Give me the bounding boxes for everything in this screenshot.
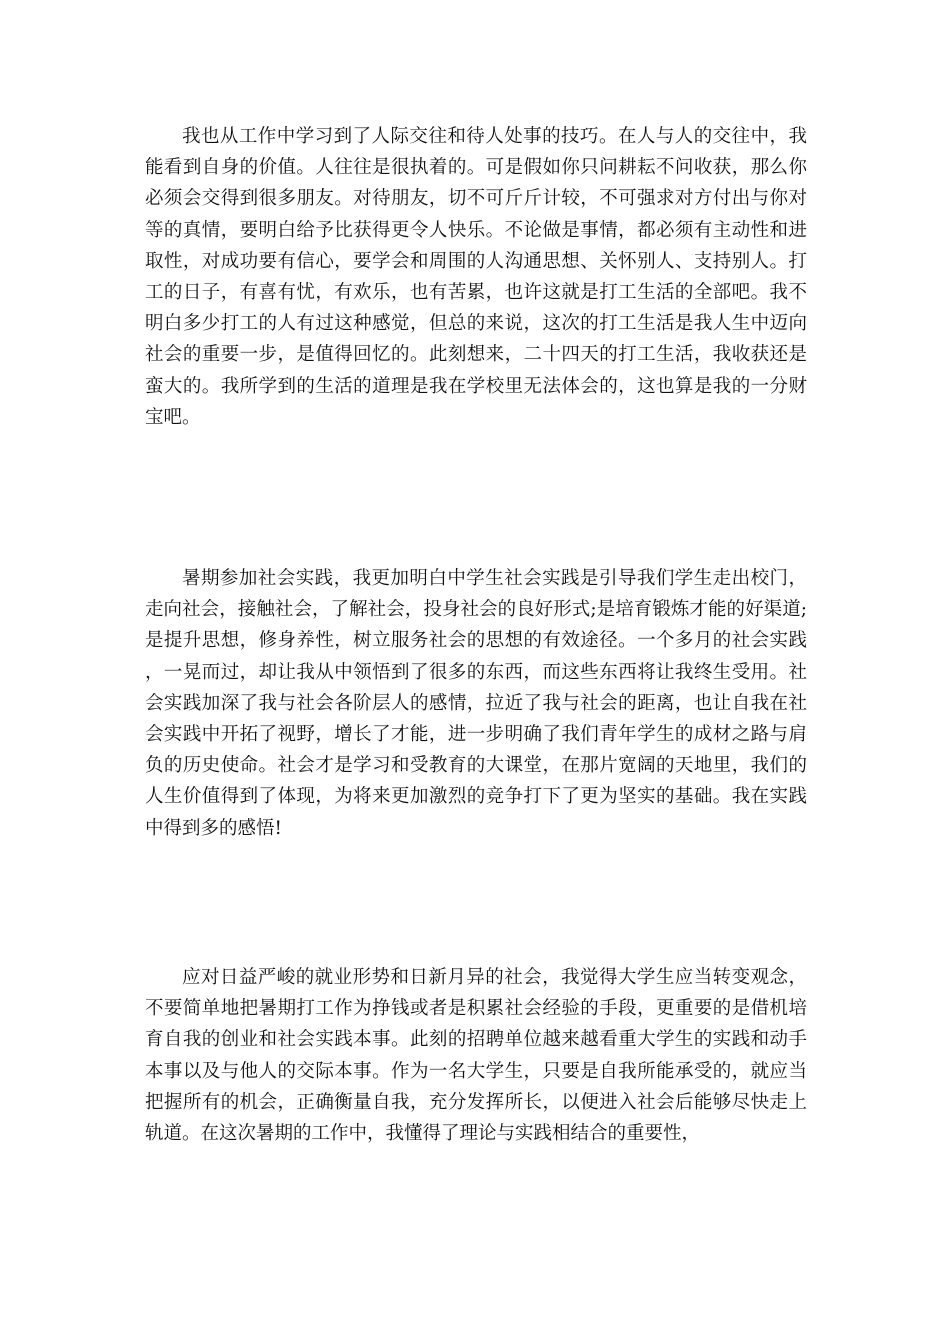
paragraph-employment-outlook: 应对日益严峻的就业形势和日新月异的社会，我觉得大学生应当转变观念，不要简单地把暑期打工作为挣钱或者是积累社会经验的手段，更重要的是借机培育自我的创业和社会实践本事。此刻的招聘单位越来越看重大学生的实践和动手本事以及与他人的交际本事。作为一名大学生，只要是自我所能承受的，就应当把握所有的机会，正确衡量自我，充分发挥所长，以便进入社会后能够尽快走上轨道。在这次暑期的工作中，我懂得了理论与实践相结合的重要性， (145, 967, 807, 1145)
paragraph-work-experience: 我也从工作中学习到了人际交往和待人处事的技巧。在人与人的交往中，我能看到自身的价值。人往往是很执着的。可是假如你只问耕耘不问收获，那么你必须会交得到很多朋友。对待朋友，切不可斤斤计较，不可强求对方付出与你对等的真情，要明白给予比获得更令人快乐。不论做是事情，都必须有主动性和进取性，对成功要有信心，要学会和周围的人沟通思想、关怀别人、支持别人。打工的日子，有喜有忧，有欢乐，也有苦累，也许这就是打工生活的全部吧。我不明白多少打工的人有过这种感觉，但总的来说，这次的打工生活是我人生中迈向社会的重要一步，是值得回忆的。此刻想来，二十四天的打工生活，我收获还是蛮大的。我所学到的生活的道理是我在学校里无法体会的，这也算是我的一分财宝吧。 (145, 126, 807, 428)
paragraph-social-practice: 暑期参加社会实践，我更加明白中学生社会实践是引导我们学生走出校门，走向社会，接触社会，了解社会，投身社会的良好形式;是培育锻炼才能的好渠道;是提升思想，修身养性，树立服务社会的思想的有效途径。一个多月的社会实践，一晃而过，却让我从中领悟到了很多的东西，而这些东西将让我终生受用。社会实践加深了我与社会各阶层人的感情，拉近了我与社会的距离，也让自我在社会实践中开拓了视野，增长了才能，进一步明确了我们青年学生的成材之路与肩负的历史使命。社会才是学习和受教育的大课堂，在那片宽阔的天地里，我们的人生价值得到了体现，为将来更加激烈的竞争打下了更为坚实的基础。我在实践中得到多的感悟! (145, 568, 807, 839)
